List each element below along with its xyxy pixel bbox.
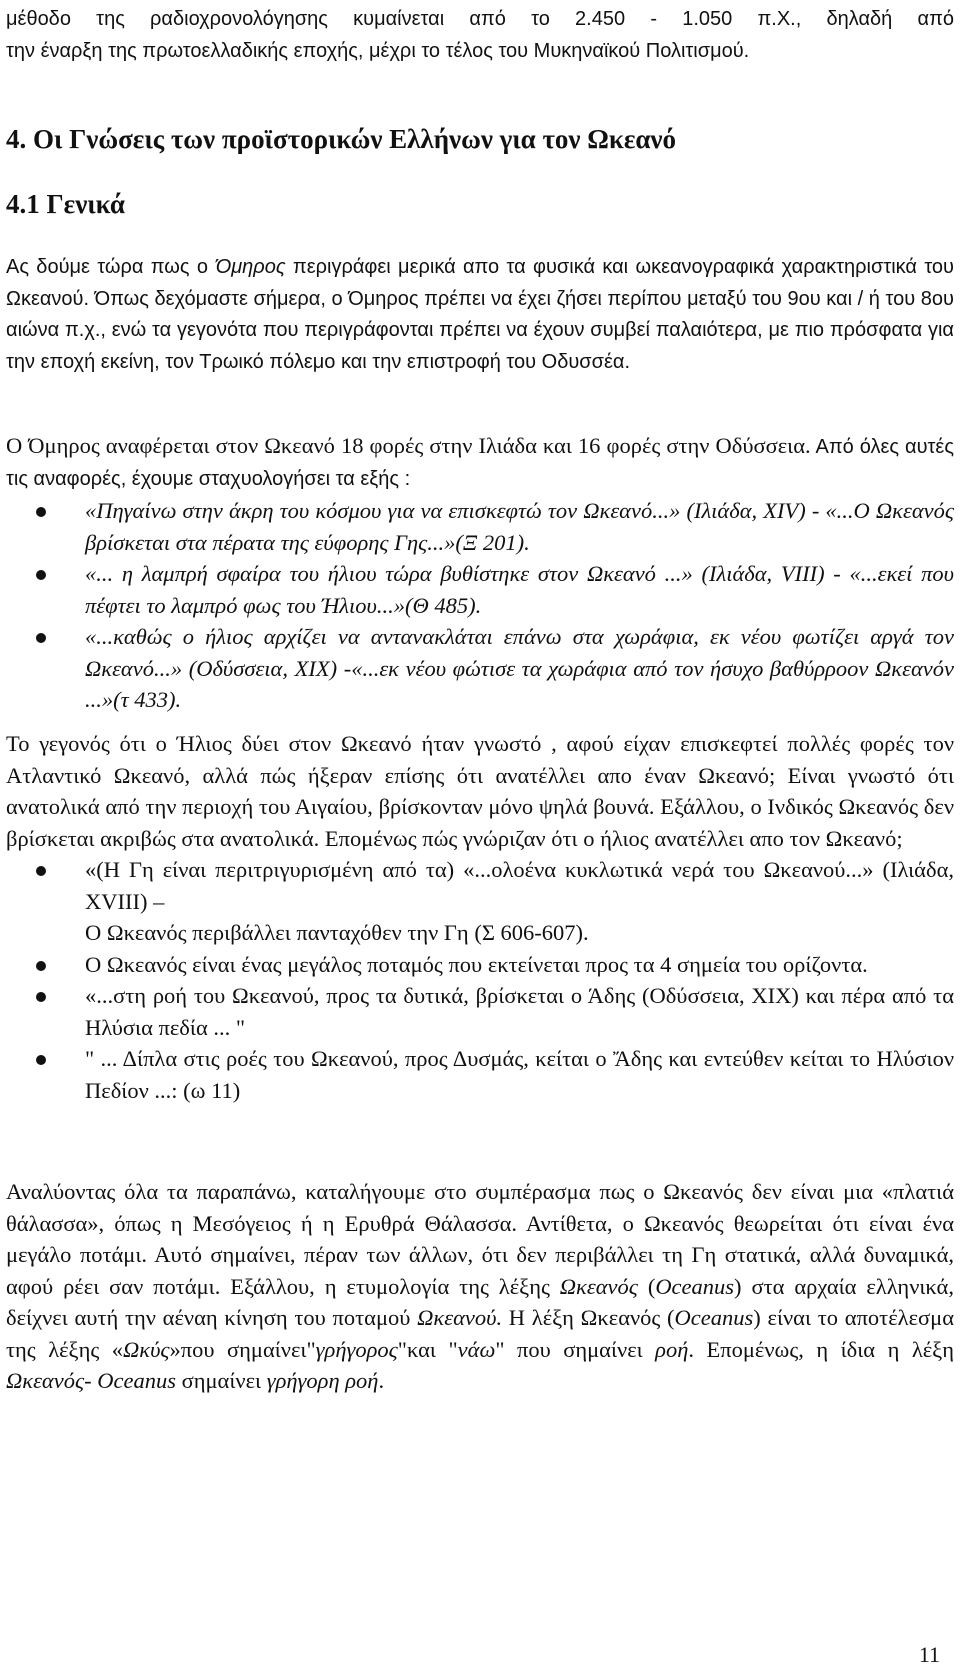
intro-line-1: μέθοδο της ραδιοχρονολόγησης κυμαίνεται από το 2.450 - 1.050 π.Χ., δηλαδή από [6, 8, 954, 30]
list-item [6, 621, 954, 716]
para4-text: ( [637, 1273, 656, 1299]
para4-text: ) είναι το αποτέλεσμα της λέξης « [6, 1305, 955, 1362]
para4-italic: Ωκεανού. [417, 1305, 503, 1330]
bullet-icon [36, 507, 46, 517]
para1-text-2: περιγράφει μερικά απο τα φυσικά και ωκεανογραφικά χαρακτηριστικά του Ωκεανού. Όπως δεχόμαστε σήμερα, ο Όμηρος πρέπει να έχει ζήσει περίπου μεταξύ του 9ου και / ή του 8ου αιώνα π.χ., ενώ τα γεγονότα που περιγράφονται πρέπει να έχουν συμβεί παλαιότερα, με πιο πρόσφατα για την εποχή εκείνη, τον Τρωικό πόλεμο και την επιστροφή του Οδυσσέα. [6, 256, 954, 373]
quotes-list [6, 495, 954, 716]
para4-italic: Ωκεανός [559, 1273, 638, 1299]
bullet-icon [36, 633, 46, 643]
intro-line-2: την έναρξη της πρωτοελλαδικής εποχής, μέχρι το τέλος του Μυκηναϊκού Πολιτισμού. [6, 39, 750, 62]
para4-italic: νάω [457, 1336, 496, 1362]
paragraph-references [6, 430, 954, 716]
bullet-icon [36, 866, 46, 876]
quote-text: «... η λαμπρή σφαίρα του ήλιου τώρα βυθίστηκε στον Ωκεανό ...» (Ιλιάδα, VIII) - «...εκεί που πέφτει το λαμπρό φως του Ήλιου...»(Θ 485). [85, 561, 954, 618]
para4-text: . Επομένως, η ίδια η λέξη [688, 1336, 954, 1362]
para4-text: " που σημαίνει [495, 1336, 656, 1362]
quote-text: «...καθώς ο ήλιος αρχίζει να αντανακλάται επάνω στα χωράφια, εκ νέου φωτίζει αργά τον Ωκεανό...» (Οδύσσεια, XIX) -«...εκ νέου φώτισε τα χωράφια από τον ήσυχο βαθύρροον Ωκεανόν ...»(τ 433). [85, 624, 954, 712]
list-item [6, 949, 954, 981]
paragraph-sunrise [6, 728, 954, 1106]
bullet-icon [36, 570, 46, 580]
para4-text: Η λέξη Ωκεανός ( [502, 1305, 675, 1330]
para4-text: »που σημαίνει" [169, 1336, 316, 1362]
para4-italic: γρήγορη ροή [266, 1368, 379, 1393]
para2-text-1: Ο Όμηρος αναφέρεται στον Ωκεανό 18 φορές στην Ιλιάδα και 16 φορές στην Οδύσσεια. [6, 433, 811, 458]
list-item [6, 558, 954, 621]
para4-italic: Ωκύς [123, 1336, 170, 1362]
para1-homer-italic: Όμηρος [215, 256, 286, 278]
quote-text: «Πηγαίνω στην άκρη του κόσμου για να επισκεφτώ τον Ωκεανό...» (Ιλιάδα, XIV) - «...Ο Ωκεανός βρίσκεται στα πέρατα της εύφορης Γης...»(Ξ 201). [85, 498, 954, 555]
page-number: 11 [918, 1642, 940, 1667]
para4-text: . [378, 1368, 385, 1393]
para3-text: Το γεγονός ότι ο Ήλιος δύει στον Ωκεανό ήταν γνωστό , αφού είχαν επισκεφτεί πολλές φορές τον Ατλαντικό Ωκεανό, αλλά πώς ήξεραν επίσης ότι ανατέλλει απο έναν Ωκεανό; Είναι γνωστό ότι ανατολικά από την περιοχή του Αιγαίου, βρίσκονταν μόνο ψηλά βουνά. Εξάλλου, ο Ινδικός Ωκεανός δεν βρίσκεται ακριβώς στα ανατολικά. Επομένως πώς γνώριζαν ότι ο ήλιος ανατέλλει απο τον Ωκεανό; [6, 731, 954, 851]
list-item-text: Ο Ωκεανός είναι ένας μεγάλος ποταμός που εκτείνεται προς τα 4 σημεία του ορίζοντα. [85, 951, 868, 977]
ocean-list [6, 854, 954, 1106]
list-item-subtext: Ο Ωκεανός περιβάλλει πανταχόθεν την Γη (Σ 606-607). [85, 920, 589, 945]
paragraph-homer-intro [6, 252, 954, 378]
para4-italic: ροή [655, 1336, 689, 1362]
para4-italic: Oceanus [655, 1273, 735, 1299]
para4-text: "και " [397, 1336, 458, 1362]
paragraph-conclusion [6, 1176, 954, 1397]
list-item-text: «...στη ροή του Ωκεανού, προς τα δυτικά, βρίσκεται ο Άδης (Οδύσσεια, XIX) και πέρα από τα Ηλύσια πεδία ... " [85, 983, 954, 1040]
list-item [6, 980, 954, 1043]
para4-text: σημαίνει [175, 1368, 267, 1393]
bullet-icon [36, 1055, 46, 1065]
para4-italic: Oceanus [674, 1305, 754, 1330]
para4-text: ) στα αρχαία ελληνικά, δείχνει αυτή την αέναη κίνηση του ποταμού [6, 1273, 954, 1330]
subsection-heading: 4.1 Γενικά [6, 189, 125, 219]
para1-text-1: Ας δούμε τώρα πως ο [6, 256, 216, 278]
section-heading: 4. Οι Γνώσεις των προϊστορικών Ελλήνων για τον Ωκεανό [6, 124, 676, 154]
bullet-icon [36, 961, 46, 971]
list-item [6, 854, 954, 949]
list-item-text: " ... Δίπλα στις ροές του Ωκεανού, προς Δυσμάς, κείται ο Ἄδης και εντεύθεν κείται το Ηλύσιον Πεδίον ...: (ω 11) [85, 1046, 954, 1103]
list-item [6, 495, 954, 558]
list-item [6, 1043, 954, 1106]
para2-text-2: Από όλες αυτές τις αναφορές, έχουμε σταχυολογήσει τα εξής : [6, 436, 954, 490]
para4-italic: γρήγορος [315, 1336, 398, 1362]
list-item-text: «(Η Γη είναι περιτριγυρισμένη από τα) «...ολοένα κυκλωτικά νερά του Ωκεανού...» (Ιλιάδα, XVIII) – [85, 857, 954, 914]
para4-italic: Ωκεανός- Oceanus [6, 1368, 176, 1393]
bullet-icon [36, 992, 46, 1002]
para4-text: Αναλύοντας όλα τα παραπάνω, καταλήγουμε στο συμπέρασμα πως ο Ωκεανός δεν είναι μια «πλατιά θάλασσα», όπως η Μεσόγειος ή η Ερυθρά Θάλασσα. Αντίθετα, ο Ωκεανός θεωρείται ότι είναι ένα μεγάλο ποτάμι. Αυτό σημαίνει, πέραν των άλλων, ότι δεν περιβάλλει τη Γη στατικά, αλλά δυναμικά, αφού ρέει σαν ποτάμι. Εξάλλου, η ετυμολογία της λέξης [6, 1179, 954, 1299]
intro-paragraph [6, 4, 954, 67]
